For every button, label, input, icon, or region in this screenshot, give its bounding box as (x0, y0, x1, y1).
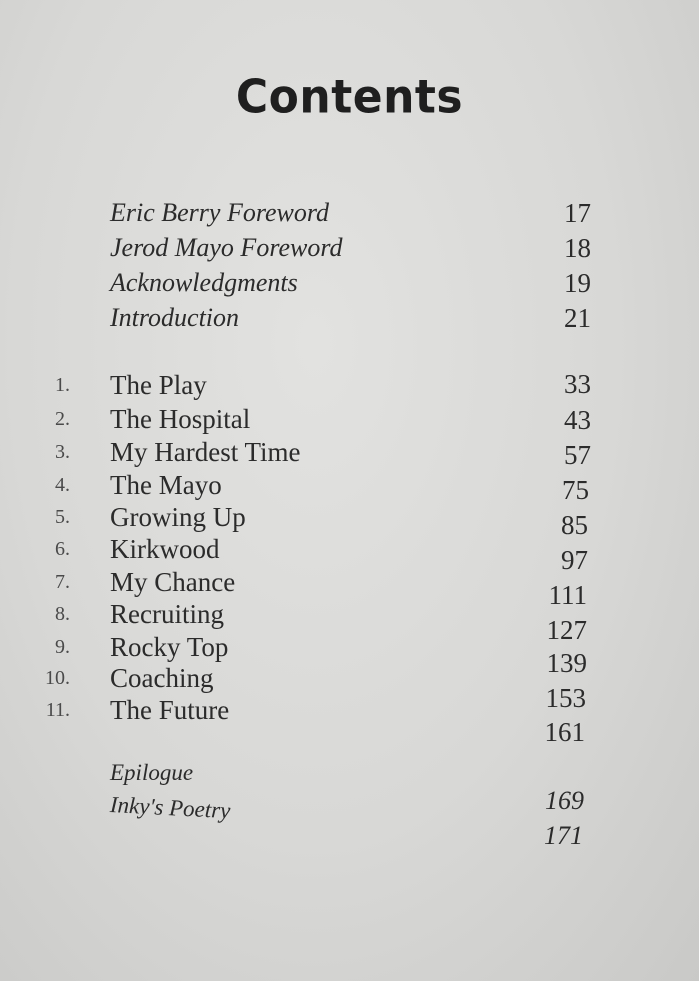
chapter-label: My Chance (110, 567, 236, 597)
chapter-number: 3. (55, 441, 70, 463)
chapter-label: Recruiting (110, 599, 224, 629)
entry-page: 19 (564, 268, 591, 298)
entry-page: 18 (564, 233, 591, 263)
chapter-page: 85 (561, 510, 588, 540)
chapter-label: The Future (110, 695, 230, 725)
chapter-page: 153 (545, 683, 586, 713)
toc-entry (0, 303, 699, 337)
chapter-number: 1. (55, 374, 70, 396)
page-number-row (0, 405, 699, 439)
entry-label: Epilogue (110, 760, 194, 785)
chapter-page: 139 (546, 648, 587, 678)
page-number-row (0, 510, 699, 544)
chapter-page: 127 (546, 615, 587, 645)
chapter-label: Coaching (110, 663, 214, 693)
page-number-row (0, 821, 699, 855)
page-number-row (0, 717, 699, 751)
page-number-row (0, 580, 699, 614)
page-number-row (0, 786, 699, 820)
toc-entry (0, 268, 699, 302)
chapter-label: My Hardest Time (110, 437, 301, 467)
page-number-row (0, 369, 699, 403)
entry-label: Acknowledgments (110, 268, 298, 297)
entry-page: 17 (564, 198, 591, 228)
entry-label: Inky's Poetry (109, 792, 232, 824)
chapter-page: 75 (562, 475, 589, 505)
chapter-page: 57 (564, 440, 591, 470)
page-number-row (0, 475, 699, 509)
entry-label: Introduction (110, 303, 240, 332)
chapter-number: 2. (55, 408, 70, 430)
entry-label: Eric Berry Foreword (110, 198, 330, 227)
chapter-label: Rocky Top (110, 632, 229, 662)
chapter-number: 7. (55, 571, 70, 593)
chapter-number: 5. (55, 506, 70, 528)
page-number-row (0, 545, 699, 579)
chapter-page: 43 (564, 405, 591, 435)
chapter-label: Kirkwood (110, 534, 220, 564)
entry-label: Jerod Mayo Foreword (110, 233, 343, 262)
chapter-number: 8. (55, 603, 70, 625)
chapter-label: The Play (110, 370, 207, 400)
chapter-number: 4. (55, 474, 70, 496)
chapter-number: 10. (45, 667, 70, 689)
back-page: 171 (544, 821, 583, 850)
page-number-row (0, 440, 699, 474)
chapter-label: Growing Up (110, 502, 246, 532)
page-number-row (0, 615, 699, 649)
chapter-page: 33 (564, 369, 591, 399)
entry-page: 21 (564, 303, 591, 333)
toc-entry (0, 198, 699, 232)
chapter-page: 111 (548, 580, 587, 610)
chapter-number: 6. (55, 538, 70, 560)
page-number-row (0, 683, 699, 717)
chapter-number: 9. (55, 636, 70, 658)
chapter-number: 11. (45, 699, 70, 721)
page-number-row (0, 648, 699, 682)
page-title: Contents (235, 70, 464, 125)
chapter-label: The Hospital (110, 404, 251, 434)
chapter-page: 161 (544, 717, 585, 747)
back-page: 169 (545, 786, 584, 815)
chapter-page: 97 (561, 545, 588, 575)
chapter-label: The Mayo (110, 470, 222, 500)
toc-entry (0, 233, 699, 267)
